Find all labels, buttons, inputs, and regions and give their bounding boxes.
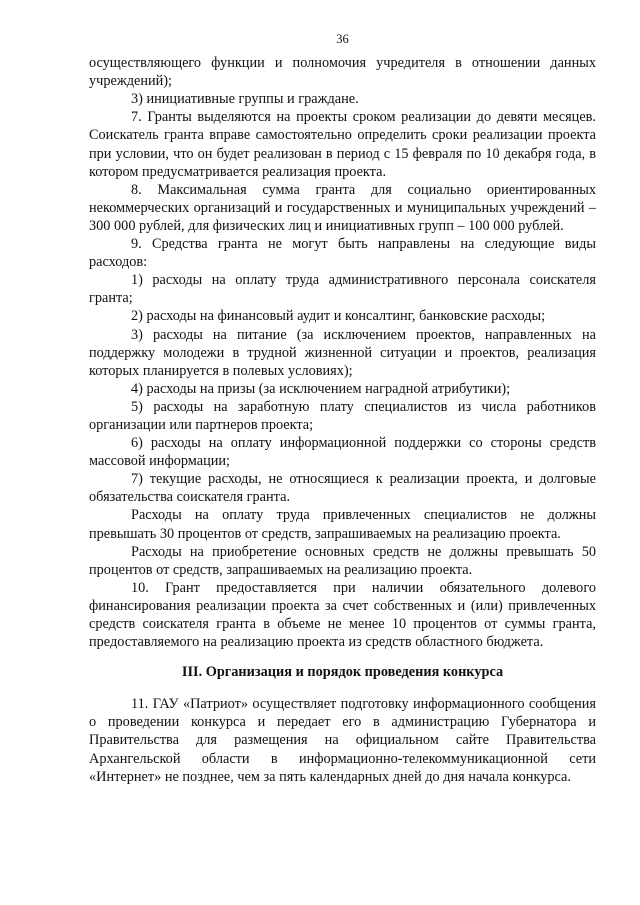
paragraph: 6) расходы на оплату информационной поддержки со стороны средств массовой информации; bbox=[89, 435, 596, 470]
document-body bbox=[89, 54, 596, 651]
section-heading: III. Организация и порядок проведения конкурса bbox=[181, 664, 504, 681]
paragraph: 7. Гранты выделяются на проекты сроком реализации до девяти месяцев. Соискатель гранта вправе самостоятельно определить сроки реализации проекта при условии, что он будет реализован в период с 15 февраля по 10 декабря года, в котором предусматривается реализация проекта. bbox=[89, 109, 596, 180]
paragraph: 10. Грант предоставляется при наличии обязательного долевого финансирования реализации проекта за счет собственных и (или) привлеченных средств соискателя гранта в объеме не менее 10 процентов от суммы гранта, предоставляемого на реализацию проекта из средств областного бюджета. bbox=[89, 579, 596, 651]
paragraph: 11. ГАУ «Патриот» осуществляет подготовку информационного сообщения о проведении конкурса и передает его в администрацию Губернатора и Правительства для размещения на официальном сайте Правительства Архангельской области в информационно-телекоммуникационной сети «Интернет» не позднее, чем за пять календарных дней до дня начала конкурса. bbox=[89, 696, 596, 785]
paragraph: 8. Максимальная сумма гранта для социально ориентированных некоммерческих организаций и государственных и муниципальных учреждений – 300 000 рублей, для физических лиц и инициативных групп – 100 000 рублей. bbox=[89, 181, 596, 234]
paragraph: 4) расходы на призы (за исключением наградной атрибутики); bbox=[131, 380, 511, 397]
paragraph: Расходы на оплату труда привлеченных специалистов не должны превышать 30 процентов от средств, запрашиваемых на реализацию проекта. bbox=[89, 507, 596, 542]
paragraph: Расходы на приобретение основных средств не должны превышать 50 процентов от средств, запрашиваемых на реализацию проекта. bbox=[89, 543, 596, 578]
paragraph: 3) инициативные группы и граждане. bbox=[131, 91, 359, 108]
page-number: 36 bbox=[336, 32, 349, 46]
paragraph: 9. Средства гранта не могут быть направлены на следующие виды расходов: bbox=[89, 236, 596, 271]
paragraph: осуществляющего функции и полномочия учредителя в отношении данных учреждений); bbox=[89, 55, 596, 90]
paragraph: 7) текущие расходы, не относящиеся к реализации проекта, и долговые обязательства соискателя гранта. bbox=[89, 471, 596, 506]
paragraph: 5) расходы на заработную плату специалистов из числа работников организации или партнеров проекта; bbox=[89, 398, 596, 433]
paragraph: 3) расходы на питание (за исключением проектов, направленных на поддержку молодежи в трудной жизненной ситуации и проектов, реализация которых планируется в полевых условиях); bbox=[89, 326, 596, 379]
section-body bbox=[89, 695, 596, 785]
paragraph: 2) расходы на финансовый аудит и консалтинг, банковские расходы; bbox=[131, 308, 546, 325]
paragraph: 1) расходы на оплату труда административного персонала соискателя гранта; bbox=[89, 272, 596, 307]
